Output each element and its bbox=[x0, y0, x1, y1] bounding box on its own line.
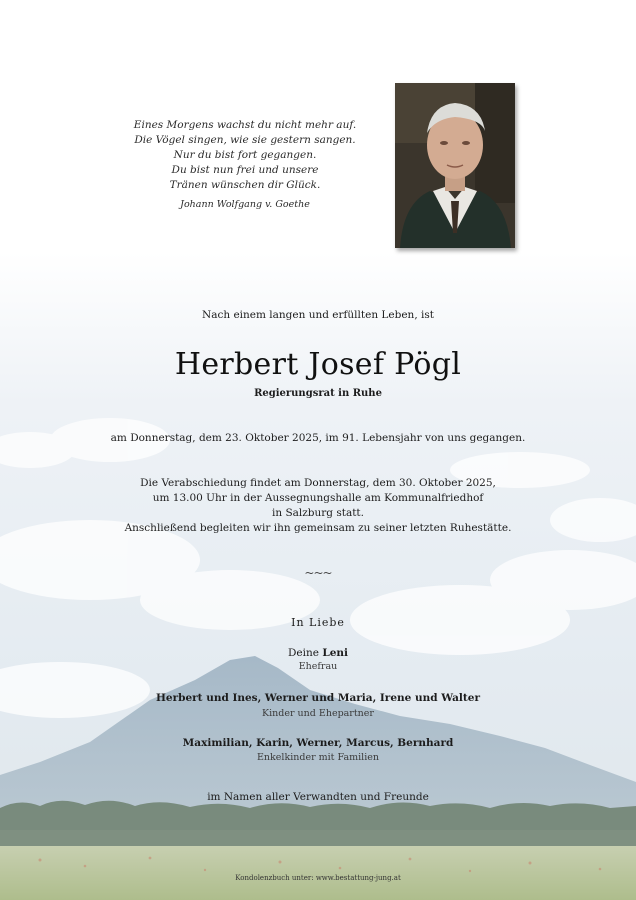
mourner-relation: Kinder und Ehepartner bbox=[262, 708, 374, 719]
mourner-name: Leni bbox=[322, 647, 348, 659]
mourner-spouse bbox=[0, 647, 636, 659]
in-love-heading: In Liebe bbox=[291, 616, 345, 629]
deceased-title: Regierungsrat in Ruhe bbox=[254, 388, 382, 399]
closing-text: im Namen aller Verwandten und Freunde bbox=[207, 791, 429, 803]
poem-author: Johann Wolfgang v. Goethe bbox=[180, 199, 310, 210]
mourner-prefix: Deine bbox=[288, 647, 323, 659]
portrait-photo bbox=[395, 83, 515, 248]
poem-line: Tränen wünschen dir Glück. bbox=[169, 179, 321, 191]
ceremony-line: Die Verabschiedung findet am Donnerstag, dem 30. Oktober 2025, bbox=[140, 477, 496, 489]
poem bbox=[120, 118, 370, 212]
ceremony-line: Anschließend begleiten wir ihn gemeinsam zu seiner letzten Ruhestätte. bbox=[124, 522, 512, 534]
ceremony-info bbox=[0, 476, 636, 536]
poem-line: Eines Morgens wachst du nicht mehr auf. bbox=[133, 119, 357, 131]
intro-text: Nach einem langen und erfüllten Leben, ist bbox=[202, 309, 434, 321]
ornament-divider: ~~~ bbox=[304, 566, 332, 580]
ceremony-line: in Salzburg statt. bbox=[271, 507, 364, 519]
ceremony-line: um 13.00 Uhr in der Aussegnungshalle am Kommunalfriedhof bbox=[152, 492, 484, 504]
forest bbox=[0, 801, 636, 848]
deceased-name: Herbert Josef Pögl bbox=[174, 347, 462, 382]
death-notice: am Donnerstag, dem 23. Oktober 2025, im 91. Lebensjahr von uns gegangen. bbox=[110, 432, 526, 444]
mourner-grandchildren: Maximilian, Karin, Werner, Marcus, Bernhard bbox=[182, 737, 454, 749]
portrait-image bbox=[395, 83, 515, 248]
poem-line: Nur du bist fort gegangen. bbox=[173, 149, 317, 161]
mourner-relation: Ehefrau bbox=[298, 661, 338, 672]
condolence-footer: Kondolenzbuch unter: www.bestattung-jung.at bbox=[235, 874, 401, 882]
poem-line: Du bist nun frei und unsere bbox=[171, 164, 319, 176]
poem-line: Die Vögel singen, wie sie gestern sangen. bbox=[134, 134, 356, 146]
field bbox=[0, 846, 636, 900]
mourner-relation: Enkelkinder mit Familien bbox=[256, 752, 379, 763]
mourner-children: Herbert und Ines, Werner und Maria, Irene und Walter bbox=[156, 692, 480, 704]
